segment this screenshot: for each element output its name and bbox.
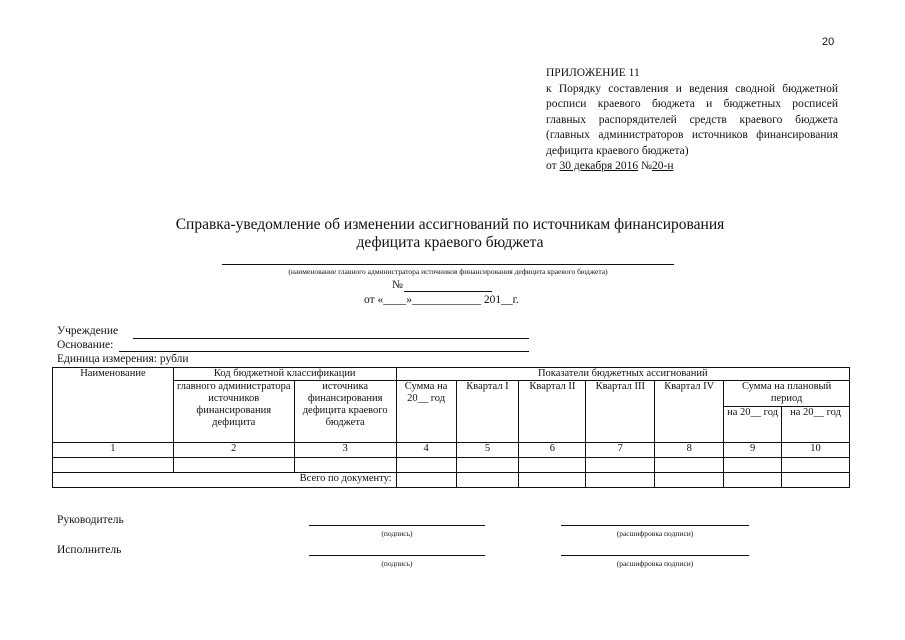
institution-label: Учреждение	[57, 325, 119, 337]
executor-signature-caption: (подпись)	[381, 559, 413, 568]
document-number-label: №	[392, 279, 403, 291]
col-number-1: 1	[53, 443, 174, 458]
q2-header: Квартал II	[519, 381, 586, 443]
total-cell[interactable]	[519, 473, 586, 488]
data-cell[interactable]	[53, 458, 174, 473]
basis-label: Основание:	[57, 339, 114, 351]
appendix-number-sign: №	[641, 160, 652, 172]
data-cell[interactable]	[519, 458, 586, 473]
col-number-4: 4	[396, 443, 456, 458]
q4-header: Квартал IV	[655, 381, 724, 443]
appendix-text: к Порядку составления и ведения сводной бюджетной росписи краевого бюджета и бюджетных росписей главных распорядителей средств краевого бюджета (главных администраторов источников финансирования дефицита краевого бюджета)	[546, 82, 838, 157]
appendix-number: 20-н	[651, 160, 674, 172]
data-cell[interactable]	[586, 458, 655, 473]
data-cell[interactable]	[655, 458, 724, 473]
head-signature-line[interactable]	[309, 525, 485, 526]
appendix-block	[546, 66, 838, 175]
table-row	[53, 458, 850, 473]
q3-header: Квартал III	[586, 381, 655, 443]
assignments-table	[52, 367, 850, 488]
col-number-9: 9	[724, 443, 782, 458]
unit-label: Единица измерения: рубли	[57, 353, 189, 365]
executor-decode-line[interactable]	[561, 555, 749, 556]
document-title	[120, 216, 780, 252]
col-number-3: 3	[294, 443, 396, 458]
data-cell[interactable]	[456, 458, 519, 473]
total-label: Всего по документу:	[53, 473, 397, 488]
col-name-header: Наименование	[53, 368, 174, 443]
planned-year-a-header: на 20__ год	[724, 407, 782, 443]
col-number-8: 8	[655, 443, 724, 458]
total-cell[interactable]	[655, 473, 724, 488]
col-number-2: 2	[173, 443, 294, 458]
total-cell[interactable]	[586, 473, 655, 488]
document-title-line1: Справка-уведомление об изменении ассигнований по источникам финансирования	[175, 216, 725, 233]
data-cell[interactable]	[294, 458, 396, 473]
document-title-line2: дефицита краевого бюджета	[356, 234, 544, 251]
sum-year-header: Сумма на 20__ год	[396, 381, 456, 443]
executor-signature-line[interactable]	[309, 555, 485, 556]
col-number-10: 10	[782, 443, 850, 458]
col-number-7: 7	[586, 443, 655, 458]
total-cell[interactable]	[456, 473, 519, 488]
admin-name-caption: (наименование главного администратора источников финансирования дефицита краевого бюджета)	[288, 267, 608, 276]
admin-name-line[interactable]	[222, 264, 674, 265]
appendix-date-prefix: от	[546, 160, 557, 172]
data-cell[interactable]	[782, 458, 850, 473]
total-cell[interactable]	[396, 473, 456, 488]
data-cell[interactable]	[396, 458, 456, 473]
head-label: Руководитель	[57, 514, 124, 526]
total-row	[53, 473, 850, 488]
institution-line[interactable]	[133, 338, 529, 339]
head-decode-line[interactable]	[561, 525, 749, 526]
document-number-line[interactable]	[404, 291, 492, 292]
col-number-5: 5	[456, 443, 519, 458]
planned-year-b-header: на 20__ год	[782, 407, 850, 443]
code-admin-header: главного администратора источников финансирования дефицита	[173, 381, 294, 443]
head-signature-caption: (подпись)	[381, 529, 413, 538]
q1-header: Квартал I	[456, 381, 519, 443]
col-number-6: 6	[519, 443, 586, 458]
total-cell[interactable]	[724, 473, 782, 488]
page-number: 20	[822, 36, 835, 48]
head-decode-caption: (расшифровка подписи)	[616, 529, 694, 538]
appendix-title: ПРИЛОЖЕНИЕ 11	[546, 67, 640, 79]
executor-label: Исполнитель	[57, 544, 122, 556]
code-group-header: Код бюджетной классификации	[173, 368, 396, 381]
indicators-group-header: Показатели бюджетных ассигнований	[396, 368, 849, 381]
data-cell[interactable]	[724, 458, 782, 473]
document-date-line: от «____»____________ 201__г.	[364, 294, 519, 306]
total-cell[interactable]	[782, 473, 850, 488]
data-cell[interactable]	[173, 458, 294, 473]
executor-decode-caption: (расшифровка подписи)	[616, 559, 694, 568]
code-source-header: источника финансирования дефицита краевого бюджета	[294, 381, 396, 443]
appendix-date: 30 декабря 2016	[559, 160, 639, 172]
planned-period-header: Сумма на плановый период	[724, 381, 850, 407]
basis-line[interactable]	[119, 351, 529, 352]
appendix-approval	[546, 159, 838, 175]
